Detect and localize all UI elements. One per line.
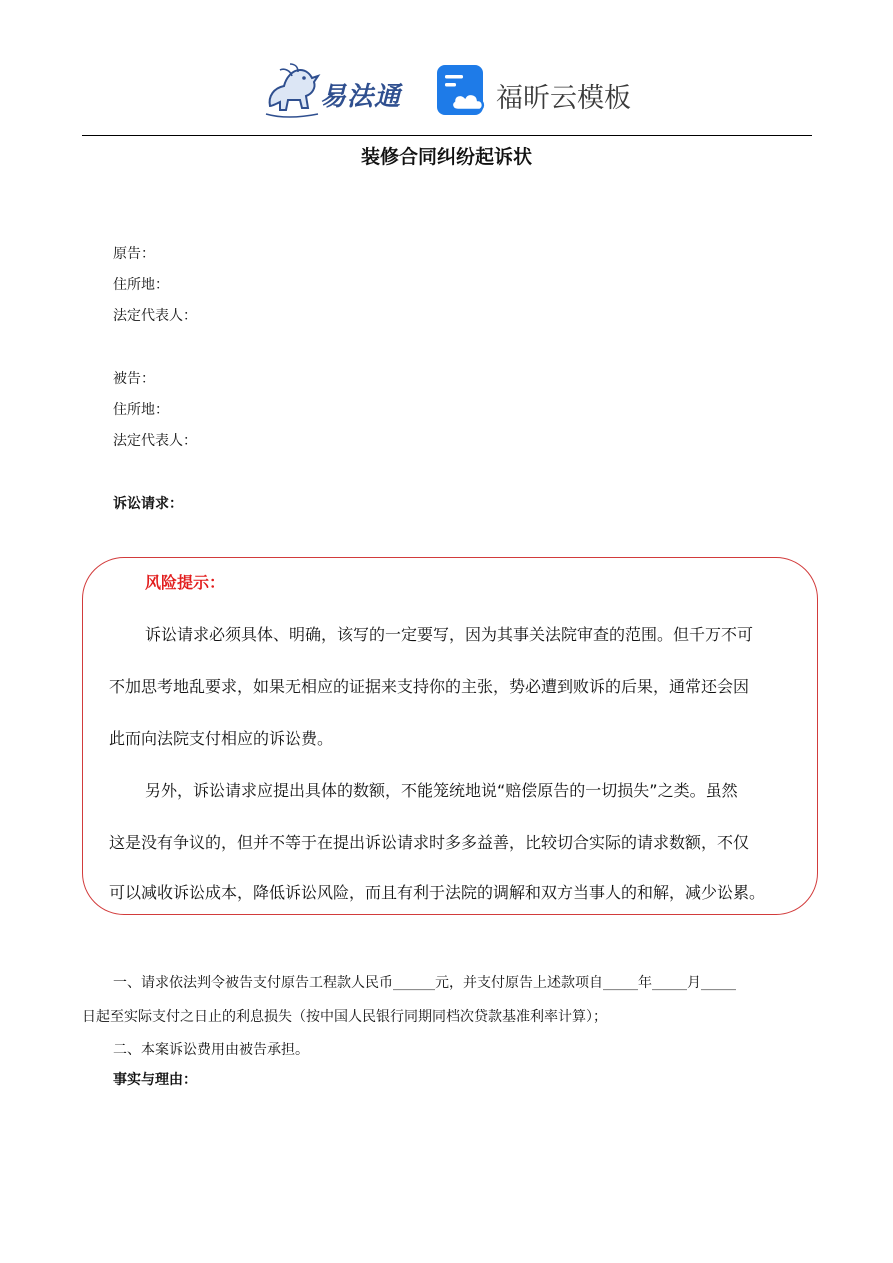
risk-notice-box	[82, 557, 818, 915]
logo-left-text: 易法通	[320, 82, 402, 112]
header-divider	[82, 135, 812, 136]
risk-line: 此而向法院支付相应的诉讼费。	[109, 729, 334, 748]
defendant-address: 住所地：	[113, 402, 169, 418]
header-logos	[0, 58, 893, 128]
document-title: 装修合同纠纷起诉状	[360, 146, 532, 168]
plaintiff-label: 原告：	[113, 246, 155, 262]
fuxin-logo	[436, 64, 656, 120]
risk-title: 风险提示：	[145, 573, 226, 592]
claims-heading: 诉讼请求：	[113, 496, 183, 512]
risk-line: 诉讼请求必须具体、明确，该写的一定要写，因为其事关法院审查的范围。但千万不可	[145, 625, 754, 644]
claim-item-1-line-2: 日起至实际支付之日止的利息损失（按中国人民银行同期同档次贷款基准利率计算）；	[82, 1009, 607, 1025]
defendant-label: 被告：	[113, 371, 155, 387]
cloud-document-icon	[436, 64, 488, 118]
defendant-representative: 法定代表人：	[113, 433, 197, 449]
risk-line: 可以减收诉讼成本，降低诉讼风险，而且有利于法院的调解和双方当事人的和解，减少讼累。	[109, 883, 766, 902]
claim-item-1-line-1: 一、请求依法判令被告支付原告工程款人民币______元，并支付原告上述款项自_____年_____月_____	[113, 975, 736, 991]
qilin-icon	[262, 62, 322, 120]
logo-right-text: 福昕云模板	[496, 83, 631, 114]
facts-heading: 事实与理由：	[113, 1072, 197, 1088]
risk-line: 不加思考地乱要求，如果无相应的证据来支持你的主张，势必遭到败诉的后果，通常还会因	[109, 677, 750, 696]
claim-item-2: 二、本案诉讼费用由被告承担。	[113, 1042, 309, 1058]
risk-line: 另外，诉讼请求应提出具体的数额，不能笼统地说“赔偿原告的一切损失”之类。虽然	[145, 781, 738, 800]
plaintiff-representative: 法定代表人：	[113, 308, 197, 324]
risk-line: 这是没有争议的，但并不等于在提出诉讼请求时多多益善，比较切合实际的请求数额，不仅	[109, 833, 750, 852]
plaintiff-address: 住所地：	[113, 277, 169, 293]
yifatong-logo	[262, 62, 412, 118]
